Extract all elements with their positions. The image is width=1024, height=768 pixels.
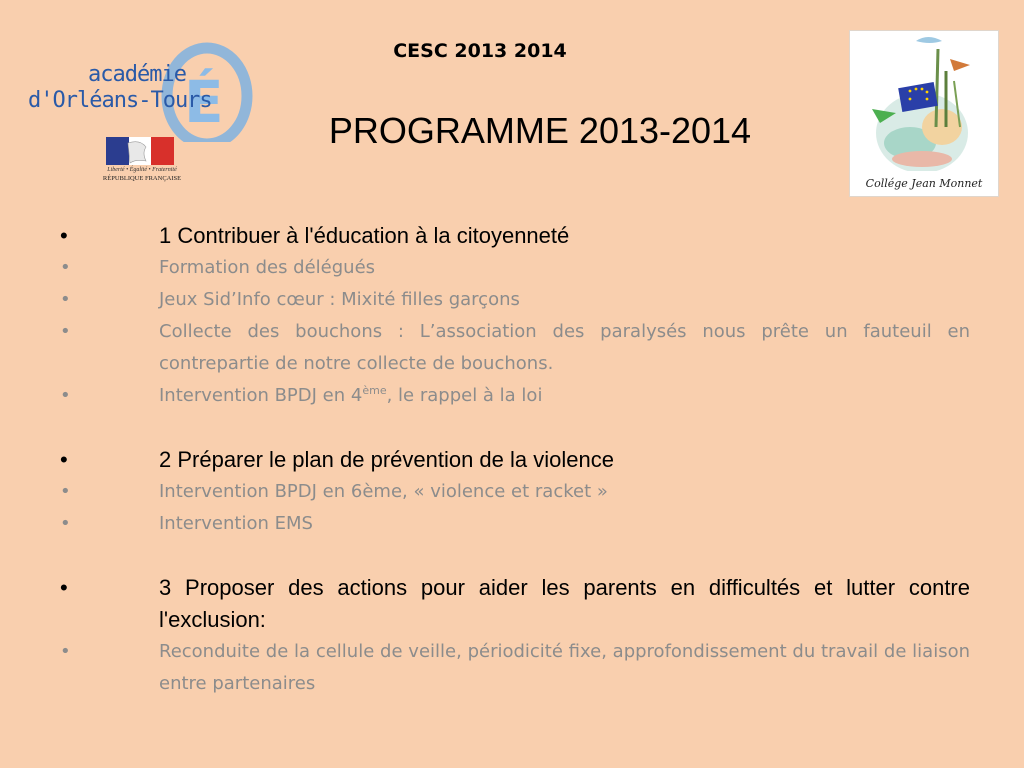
republique-francaise-label: RÉPUBLIQUE FRANÇAISE xyxy=(102,175,182,182)
bullet: • xyxy=(60,513,71,534)
section-title xyxy=(60,444,970,476)
bullet: • xyxy=(60,481,71,502)
bullet: • xyxy=(60,321,71,342)
list-item xyxy=(60,508,970,540)
republique-francaise-flag-icon xyxy=(106,137,174,165)
bullet: • xyxy=(60,257,71,278)
bullet: • xyxy=(60,223,68,248)
programme-list xyxy=(60,220,970,700)
bullet: • xyxy=(60,447,68,472)
academie-letter: É xyxy=(184,68,224,136)
academie-name-line1: académie xyxy=(88,62,186,87)
academie-name-line2: d'Orléans-Tours xyxy=(28,88,212,113)
spacer xyxy=(60,540,970,572)
bullet: • xyxy=(60,641,71,662)
list-item xyxy=(60,284,970,316)
academie-logo xyxy=(22,22,258,187)
section-1-item-1: Formation des délégués xyxy=(159,257,376,278)
section-title xyxy=(60,572,970,636)
bullet: • xyxy=(60,289,71,310)
republique-motto: Liberté • Égalité • Fraternité xyxy=(107,167,177,173)
section-3-title: 3 Proposer des actions pour aider les parents en difficultés et lutter contre l'exclusion: xyxy=(159,575,970,632)
section-1-title: 1 Contribuer à l'éducation à la citoyenneté xyxy=(159,223,570,248)
section-3-item-1: Reconduite de la cellule de veille, périodicité fixe, approfondissement du travail de liaison entre partenaires xyxy=(159,641,970,694)
list-item xyxy=(60,252,970,284)
section-2-title: 2 Préparer le plan de prévention de la violence xyxy=(159,447,614,472)
college-label: Collége Jean Monnet xyxy=(865,177,983,190)
section-2-item-1: Intervention BPDJ en 6ème, « violence et racket » xyxy=(159,481,608,502)
list-item xyxy=(60,636,970,700)
cesc-heading: CESC 2013 2014 xyxy=(393,40,567,62)
list-item xyxy=(60,476,970,508)
bullet: • xyxy=(60,385,71,406)
bullet: • xyxy=(60,575,68,600)
college-globe-illustration-icon xyxy=(850,31,998,171)
college-logo xyxy=(849,30,999,197)
section-1-item-2: Jeux Sid’Info cœur : Mixité filles garçons xyxy=(159,289,520,310)
spacer xyxy=(60,412,970,444)
section-1-item-4: Intervention BPDJ en 4ème, le rappel à la loi xyxy=(159,384,543,406)
section-1-item-3: Collecte des bouchons : L’association des paralysés nous prête un fauteuil en contrepartie de notre collecte de bouchons. xyxy=(159,321,970,374)
list-item xyxy=(60,380,970,412)
list-item xyxy=(60,316,970,380)
page-title: PROGRAMME 2013-2014 xyxy=(328,110,752,151)
section-title xyxy=(60,220,970,252)
section-2-item-2: Intervention EMS xyxy=(159,513,313,534)
